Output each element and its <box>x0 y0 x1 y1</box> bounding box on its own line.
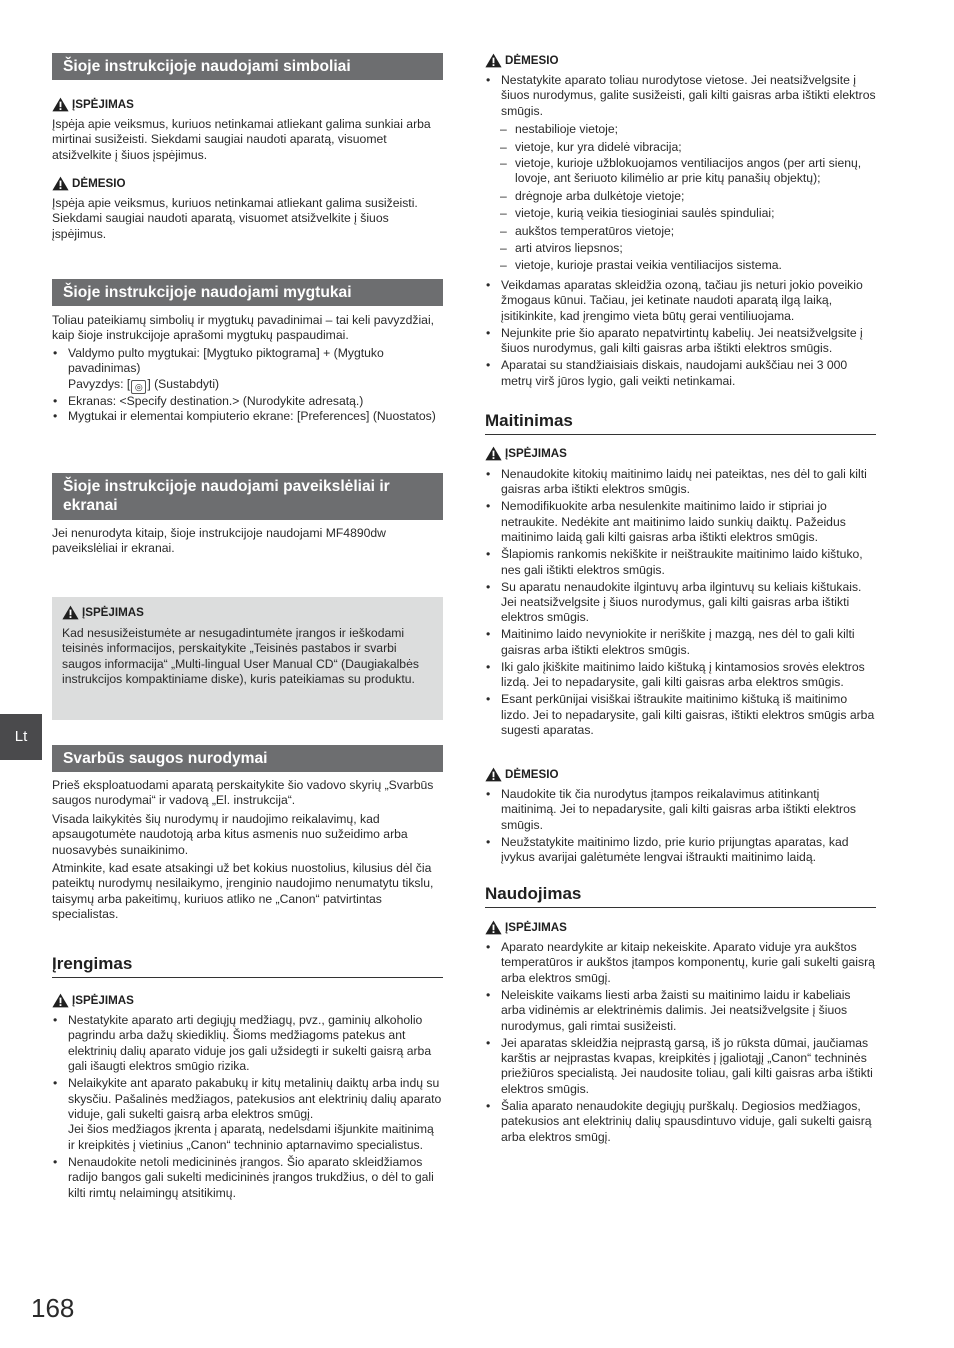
warning-label-text: ĮSPĖJIMAS <box>505 446 567 460</box>
dash-item: – arti atviros liepsnos; <box>485 240 876 257</box>
list-item-text: Nelaikykite ant aparato pakabukų ir kitų metalinių daiktų arba indų su skysčiu. Pašalinės medžiagos, patekusios ant elektrinių dalių aparato viduje, gali sukelti gaisrą arba elektros smūgį. <box>68 1076 442 1122</box>
warning-label-text: ĮSPĖJIMAS <box>72 993 134 1007</box>
list-item: • Aparato neardykite ar kitaip nekeiskite. Aparato viduje yra aukštos temperatūros ir aukštos įtampos komponentų, kurie gali sukelti gaisrą arba elektros smūgį. <box>485 940 876 986</box>
warning-label-text: ĮSPĖJIMAS <box>505 920 567 934</box>
list-item: • Iki galo įkiškite maitinimo laido kištuką į kintamosios srovės elektros lizdą. Jei to nepadarysite, gali kilti gaisras arba elektros smūgis. <box>485 660 876 691</box>
installation-caution-first <box>485 73 876 119</box>
dash-item: – vietoje, kurioje prastai veikia ventiliacijos sistema. <box>485 257 876 274</box>
list-item: • Su aparatu nenaudokite ilgintuvų arba ilgintuvų su keliais kištukais. Jei neatsižvelgsite į šiuos nurodymus, gali kilti gaisras arba ištikti elektros smūgis. <box>485 580 876 626</box>
list-item: • Ekranas: <Specify destination.> (Nurodykite adresatą.) <box>52 394 443 409</box>
list-item: • Esant perkūnijai visiškai ištraukite maitinimo kištuką iš maitinimo lizdo. Jei to nepadarysite, gali kilti gaisras, ištikti elektros smūgis arba sugesti aparatas. <box>485 692 876 738</box>
list-item: • Aparatai su standžiaisiais diskais, naudojami aukščiau nei 3 000 metrų virš jūros lygio, gali veikti netinkamai. <box>485 358 876 389</box>
list-item: • Nejunkite prie šio aparato nepatvirtintų kabelių. Jei neatsižvelgsite į šiuos nurodymus, gali kilti gaisras arba ištikti elektros smūgis. <box>485 326 876 357</box>
safety-heading: Svarbūs saugos nurodymai <box>52 745 443 772</box>
list-item: • Šlapiomis rankomis nekiškite ir neištraukite maitinimo laido kištuko, nes gali ištikti elektros smūgis. <box>485 547 876 578</box>
safety-paragraph-3: Atminkite, kad esate atsakingi už bet kokius nuostolius, kilusius dėl čia pateiktų nurodymų nesilaikymo, įrenginio naudojimo nenumatytu tikslu, taisymų arba pakeitimų, kuriuos atliko ne „Canon“ patvirtintas specialistas. <box>52 861 434 922</box>
buttons-item-1: Valdymo pulto mygtukai: [Mygtuko piktograma] + (Mygtuko pavadinimas) <box>68 346 384 376</box>
language-tab: Lt <box>0 714 42 760</box>
symbols-caution-label <box>52 176 443 191</box>
safety-paragraph-1: Prieš eksploatuodami aparatą perskaitykite šio vadovo skyrių „Svarbūs saugos nurodymai“ ir vadovą „El. instrukcija“. <box>52 778 434 808</box>
power-heading: Maitinimas <box>485 411 876 435</box>
dash-item: – drėgnoje arba dulkėtoje vietoje; <box>485 188 876 205</box>
buttons-list <box>52 346 443 425</box>
installation-heading: Įrengimas <box>52 954 443 978</box>
buttons-intro: Toliau pateikiamų simbolių ir mygtukų pavadinimai – tai keli pavyzdžiai, kaip šioje instrukcijoje aprašomi mygtukų paspaudimai. <box>52 313 435 343</box>
list-item: • Nenaudokite netoli medicininės įrangos. Šio aparato skleidžiamos radijo bangos gali sukelti medicininės įrangos trukdžius, o dėl to gali kilti rimtų nelaimingų atsitikimų. <box>52 1155 443 1201</box>
installation-caution-block <box>485 73 876 391</box>
dash-item: – nestabilioje vietoje; <box>485 121 876 138</box>
list-item: • Mygtukai ir elementai kompiuterio ekrane: [Preferences] (Nuostatos) <box>52 409 443 424</box>
power-warning-label <box>485 446 876 461</box>
warning-triangle-icon <box>485 920 502 935</box>
example-suffix: ] (Sustabdyti) <box>147 376 220 391</box>
page-number: 168 <box>31 1293 75 1323</box>
installation-caution-label <box>485 53 876 68</box>
list-item: • Nemodifikuokite arba nesulenkite maitinimo laido ir stipriai jo netraukite. Nedėkite ant maitinimo laido sunkių daiktų. Pažeidus maitinimo laidą gali kilti gaisras arba ištikti elektros smūgis. <box>485 499 876 545</box>
caution-triangle-icon <box>52 176 69 191</box>
usage-heading: Naudojimas <box>485 884 876 908</box>
caution-triangle-icon <box>485 767 502 782</box>
installation-caution-list <box>485 278 876 389</box>
symbols-heading: Šioje instrukcijoje naudojami simboliai <box>52 53 443 80</box>
caution-label-text: DĖMESIO <box>505 767 559 781</box>
caution-label-text: DĖMESIO <box>72 176 126 190</box>
power-caution-list <box>485 787 876 867</box>
warning-label-text: ĮSPĖJIMAS <box>72 97 134 111</box>
list-item: • Jei aparatas skleidžia neįprastą garsą, iš jo rūksta dūmai, jaučiamas karštis ar neįprastas kvapas, kreipkitės į įgaliotąjį „Canon“ techninės priežiūros specialistą. Jei naudosite toliau, gali kilti gaisras arba ištikti elektros smūgis. <box>485 1036 876 1098</box>
dash-item: – vietoje, kurią veikia tiesioginiai saulės spinduliai; <box>485 205 876 222</box>
installation-warning-label <box>52 993 443 1008</box>
caution-triangle-icon <box>485 53 502 68</box>
list-item <box>52 1076 443 1153</box>
list-item: • Maitinimo laido nevyniokite ir neriškite į mazgą, nes dėl to gali kilti gaisras arba ištikti elektros smūgis. <box>485 627 876 658</box>
list-item-extra: Jei šios medžiagos įkrenta į aparatą, nedelsdami išjunkite maitinimą ir kreipkitės į vietinius „Canon“ techninio aptarnavimo specialistus. <box>68 1122 434 1152</box>
warning-triangle-icon <box>485 446 502 461</box>
symbols-warning-label <box>52 97 443 112</box>
warning-triangle-icon <box>52 97 69 112</box>
warning-triangle-icon <box>62 605 79 620</box>
buttons-heading: Šioje instrukcijoje naudojami mygtukai <box>52 279 443 306</box>
caution-label-text: DĖMESIO <box>505 53 559 67</box>
warning-triangle-icon <box>52 993 69 1008</box>
example-prefix: Pavyzdys: [ <box>68 376 131 391</box>
places-list <box>485 121 876 275</box>
list-item: • Neužstatykite maitinimo lizdo, prie kurio prijungtas aparatas, kad įvykus avarijai galėtumėte lengvai ištraukti maitinimo laidą. <box>485 835 876 866</box>
warning-label-text: ĮSPĖJIMAS <box>82 605 144 619</box>
list-item <box>52 346 443 394</box>
images-heading: Šioje instrukcijoje naudojami paveikslėliai ir ekranai <box>52 473 443 520</box>
list-item: • Nestatykite aparato toliau nurodytose vietose. Jei neatsižvelgsite į šiuos nurodymus, galite susižeisti, gali kilti gaisras arba ištikti elektros smūgis. <box>485 73 876 119</box>
symbols-caution-text: Įspėja apie veiksmus, kuriuos netinkamai atliekant galima susižeisti. Siekdami saugiai naudoti aparatą, visuomet atsižvelkite į šiuos įspėjimus. <box>52 196 418 241</box>
images-text: Jei nenurodyta kitaip, šioje instrukcijoje naudojami MF4890dw paveikslėliai ir ekranai. <box>52 526 386 556</box>
box-text: Kad nesusižeistumėte ar nesugadintumėte įrangos ir ieškodami teisinės informacijos, perskaitykite „Teisinės pastabos ir svarbi saugos informacija“ „Multi-lingual User Manual CD“ (Daugiakalbės instrukcijos kompaktiniame diske), kuris pateikiamas su produktu. <box>62 626 419 687</box>
power-warning-list <box>485 467 876 740</box>
list-item: • Neleiskite vaikams liesti arba žaisti su maitinimo laidu ir kabeliais arba vidinėmis ar elektrinėmis dalimis. Jei neatsižvelgsite į šiuos nurodymus, gali rimtai susižeisti. <box>485 988 876 1034</box>
usage-warning-list <box>485 940 876 1147</box>
dash-item: – aukštos temperatūros vietoje; <box>485 223 876 240</box>
installation-warning-list <box>52 1013 443 1203</box>
safety-paragraph-2: Visada laikykitės šių nurodymų ir naudojimo reikalavimų, kad apsaugotumėte naudotoją arba kitus asmenis nuo sužeidimo arba nuosavybės sunaikinimo. <box>52 812 408 857</box>
box-warning-label <box>62 605 433 620</box>
list-item: • Nenaudokite kitokių maitinimo laidų nei pateiktas, nes dėl to gali kilti gaisras arba ištikti elektros smūgis. <box>485 467 876 498</box>
list-item: • Šalia aparato nenaudokite degiųjų purškalų. Degiosios medžiagos, patekusios ant elektrinių dalių spausdintuvo viduje, gali sukelti gaisrą arba elektros smūgį. <box>485 1099 876 1145</box>
power-caution-label <box>485 767 876 782</box>
warning-box <box>52 597 443 720</box>
dash-item: – vietoje, kur yra didelė vibracija; <box>485 139 876 156</box>
list-item: • Veikdamas aparatas skleidžia ozoną, tačiau jis neturi jokio poveikio žmogaus kūnui. Tačiau, jei ketinate naudoti aparatą ilgą laiką, įsitikinkite, kad įrengimo vieta būtų gerai ventiliuojama. <box>485 278 876 324</box>
list-item: • Nestatykite aparato arti degiųjų medžiagų, pvz., gaminių alkoholio pagrindu arba dažų skiediklių. Šioms medžiagoms patekus ant elektrinių dalių aparato viduje jos gali užsidegti ir sukelti gaisrą arba gali išaugti elektros smūgio rizika. <box>52 1013 443 1075</box>
usage-warning-label <box>485 920 876 935</box>
stop-key-icon: ◎ <box>131 380 146 394</box>
dash-item: – vietoje, kurioje užblokuojamos ventiliacijos angos (per arti sienų, lovoje, ant šeriuoto kilimėlio ar prie kitų panašių objektų); <box>485 156 876 187</box>
list-item: • Naudokite tik čia nurodytus įtampos reikalavimus atitinkantį maitinimą. Jei to nepadarysite, gali kilti gaisras arba ištikti elektros smūgis. <box>485 787 876 833</box>
symbols-warning-text: Įspėja apie veiksmus, kuriuos netinkamai atliekant galima sunkiai arba mirtinai susižeisti. Siekdami saugiai naudoti aparatą, visuomet atsižvelkite į šiuos įspėjimus. <box>52 117 431 162</box>
